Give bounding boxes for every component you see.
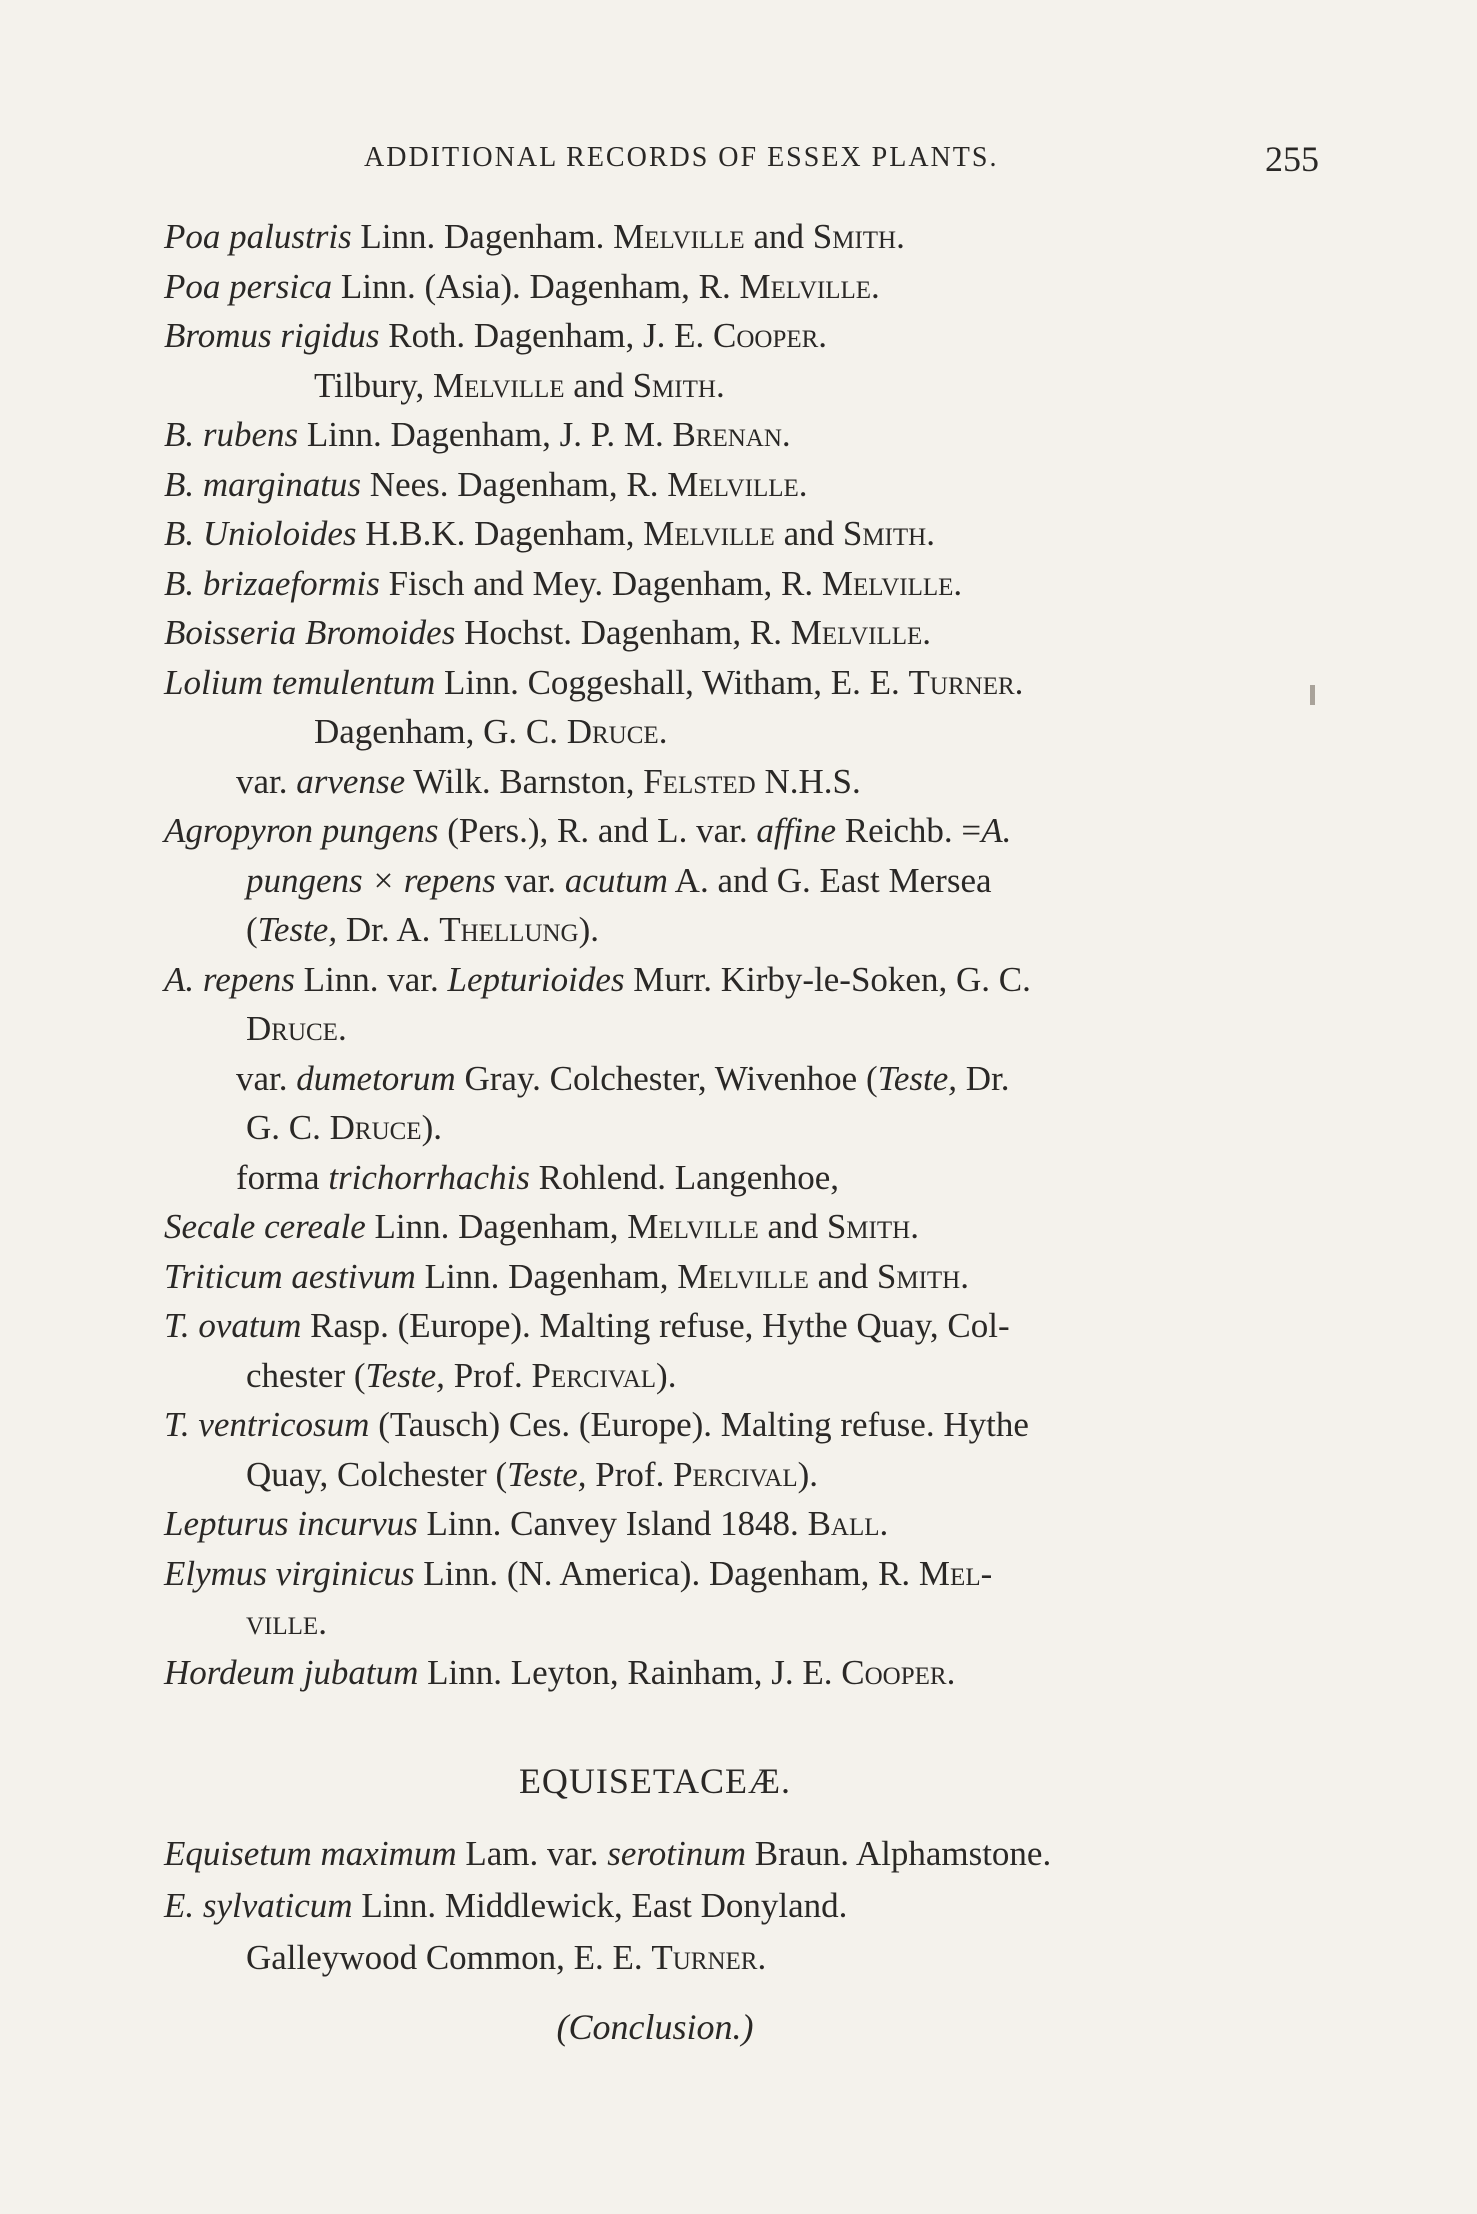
record-text: var. <box>495 860 565 900</box>
record-text: H.B.K. Dagenham, <box>356 514 644 553</box>
collector-name: Melville <box>643 514 775 553</box>
collector-name: Felsted <box>643 761 756 801</box>
record-text: Rohlend. Langenhoe, <box>529 1157 840 1197</box>
record-line <box>164 1549 1324 1599</box>
record-text: G. C. <box>246 1108 330 1147</box>
record-text: Linn. Coggeshall, Witham, E. E. <box>435 662 909 702</box>
collector-name: Melville <box>432 365 565 405</box>
collector-name: Druce <box>566 712 659 751</box>
record-line <box>164 212 1324 262</box>
scientific-name: A. repens <box>164 959 295 999</box>
record-text: Reichb. = <box>836 811 982 850</box>
record-line <box>164 1450 1324 1500</box>
collector-name: Cooper <box>712 316 819 355</box>
record-line <box>164 1598 1324 1648</box>
record-text: Rasp. (Europe). Malting refuse, Hythe Quay, Col- <box>301 1306 1010 1345</box>
record-line <box>164 1351 1324 1401</box>
scientific-name: T. ovatum <box>164 1306 302 1345</box>
record-text: chester ( <box>246 1355 366 1395</box>
record-text: . <box>926 514 935 553</box>
scientific-name: B. brizaeformis <box>164 563 380 603</box>
record-line <box>164 757 1324 807</box>
variety-name: serotinum <box>607 1834 746 1873</box>
collector-name: Smith <box>812 217 897 256</box>
record-line <box>164 1400 1324 1450</box>
collector-name: Smith <box>632 365 716 405</box>
collector-name: Melville <box>739 266 872 306</box>
scientific-name: T. ventricosum <box>164 1405 370 1444</box>
scientific-name: Lepturus incurvus <box>164 1504 418 1543</box>
record-text: Linn. Middlewick, East Donyland. <box>352 1886 848 1925</box>
plant-records-list <box>164 212 1324 1697</box>
record-line <box>164 1648 1324 1698</box>
variety-name: A. <box>981 811 1012 850</box>
collector-name: Melville <box>613 217 745 256</box>
equisetaceae-records-list <box>164 1828 1324 1984</box>
record-line <box>164 1054 1324 1104</box>
record-text: Braun. Alphamstone. <box>745 1834 1052 1873</box>
collector-name: Melville <box>677 1256 809 1296</box>
record-text: Linn. Dagenham, J. P. M. <box>298 415 673 454</box>
record-text: N.H.S. <box>755 761 861 801</box>
record-line <box>164 1252 1324 1302</box>
collector-name: Percival <box>673 1454 798 1494</box>
collector-name: Druce <box>246 1009 338 1048</box>
record-text: and <box>564 365 633 405</box>
variety-name: Teste, <box>507 1454 587 1494</box>
record-text: and <box>774 514 843 553</box>
record-text: Prof. <box>444 1355 532 1395</box>
record-text: . <box>715 365 725 405</box>
scientific-name: Lolium temulentum <box>164 662 436 702</box>
collector-name: Turner <box>651 1938 758 1977</box>
record-line <box>164 707 1324 757</box>
collector-name: Brenan <box>672 415 782 454</box>
record-text: (Tausch) Ces. (Europe). Malting refuse. Hythe <box>369 1405 1029 1444</box>
collector-name: Smith <box>842 514 927 553</box>
record-text: Linn. Dagenham, <box>365 1207 628 1246</box>
record-line <box>164 410 1324 460</box>
section-heading: EQUISETACEÆ. <box>518 1761 792 1801</box>
scientific-name: Triticum aestivum <box>164 1256 416 1296</box>
record-text: Dr. A. <box>337 910 440 949</box>
record-text: forma <box>236 1157 329 1197</box>
record-line <box>164 1828 1324 1880</box>
record-text: Prof. <box>586 1454 674 1494</box>
collector-name: Melville <box>790 613 923 652</box>
scientific-name: Hordeum jubatum <box>164 1652 419 1692</box>
record-line <box>164 608 1324 658</box>
record-text: Roth. Dagenham, J. E. <box>379 316 713 355</box>
variety-name: Teste, <box>365 1355 445 1395</box>
record-text: . <box>953 563 963 603</box>
record-text: Linn. (Asia). Dagenham, R. <box>332 266 740 306</box>
record-text: . <box>818 316 828 355</box>
collector-name: Ball <box>807 1504 880 1543</box>
collector-name: Melville <box>821 563 954 603</box>
record-text: (Pers.), R. and L. var. <box>438 811 757 850</box>
record-line <box>164 1301 1324 1351</box>
record-text: Lam. var. <box>456 1834 608 1873</box>
collector-name: Turner <box>908 662 1015 702</box>
record-text: Murr. Kirby-le-Soken, G. C. <box>624 959 1031 999</box>
record-line <box>164 955 1324 1005</box>
collector-name: Percival <box>531 1355 657 1395</box>
variety-name: dumetorum <box>296 1058 456 1098</box>
record-line <box>164 460 1324 510</box>
collector-name: Druce <box>329 1108 422 1147</box>
scientific-name: Elymus virginicus <box>164 1553 415 1593</box>
conclusion-note: (Conclusion.) <box>556 2007 754 2047</box>
record-text: var. <box>236 761 297 801</box>
record-text: ). <box>421 1108 442 1147</box>
record-text: ). <box>656 1355 677 1395</box>
record-text: . <box>781 415 791 454</box>
scientific-name: Poa persica <box>164 266 333 306</box>
record-line <box>164 311 1324 361</box>
collector-name: Cooper <box>841 1652 947 1692</box>
record-text: Tilbury, <box>314 365 433 405</box>
record-text: . <box>910 1207 919 1246</box>
scientific-name: B. marginatus <box>164 464 362 504</box>
record-text: . <box>337 1009 347 1048</box>
collector-name: ville <box>246 1603 319 1642</box>
record-line <box>164 361 1324 411</box>
record-line <box>164 1499 1324 1549</box>
record-text: Galleywood Common, E. E. <box>246 1938 652 1977</box>
record-text: . <box>658 712 668 751</box>
scientific-name: Secale cereale <box>164 1207 366 1246</box>
scientific-name: Bromus rigidus <box>164 316 380 355</box>
variety-name: trichorrhachis <box>328 1157 530 1197</box>
record-line <box>164 806 1324 856</box>
record-text: Wilk. Barnston, <box>405 761 644 801</box>
record-text: Nees. Dagenham, R. <box>361 464 668 504</box>
record-line <box>164 262 1324 312</box>
scientific-name: pungens × repens <box>246 860 496 900</box>
record-text: . <box>896 217 905 256</box>
record-line <box>164 1932 1324 1984</box>
record-text: Dr. <box>957 1058 1010 1098</box>
scientific-name: Boisseria Bromoides <box>164 613 456 652</box>
scientific-name: B. rubens <box>164 415 299 454</box>
variety-name: Lepturioides <box>447 959 625 999</box>
record-line <box>164 509 1324 559</box>
page-number: 255 <box>1265 139 1319 179</box>
record-text: . <box>798 464 808 504</box>
running-head <box>164 138 1319 188</box>
record-line <box>164 559 1324 609</box>
record-text: and <box>744 217 813 256</box>
record-text: Linn. Leyton, Rainham, J. E. <box>418 1652 842 1692</box>
scientific-name: Equisetum maximum <box>164 1834 457 1873</box>
record-text: Linn. Dagenham. <box>351 217 614 256</box>
collector-name: Smith <box>876 1256 961 1296</box>
record-text: Hochst. Dagenham, R. <box>455 613 791 652</box>
record-line <box>164 658 1324 708</box>
scientific-name: E. sylvaticum <box>164 1886 353 1925</box>
record-text: ). <box>797 1454 819 1494</box>
variety-name: affine <box>756 811 837 850</box>
collector-name: Melville <box>667 464 799 504</box>
collector-name: Melville <box>627 1207 759 1246</box>
record-text: var. <box>236 1058 297 1098</box>
scientific-name: Poa palustris <box>164 217 352 256</box>
margin-mark <box>1310 685 1315 705</box>
collector-name: Mel- <box>918 1553 993 1593</box>
record-text: Linn. var. <box>294 959 448 999</box>
record-line <box>164 1202 1324 1252</box>
record-text: . <box>879 1504 889 1543</box>
scientific-name: Agropyron pungens <box>164 811 439 850</box>
running-title: ADDITIONAL RECORDS OF ESSEX PLANTS. <box>364 142 999 173</box>
record-text: Gray. Colchester, Wivenhoe ( <box>455 1058 878 1098</box>
record-text: and <box>758 1207 827 1246</box>
record-text: and <box>808 1256 877 1296</box>
record-text: Fisch and Mey. Dagenham, R. <box>379 563 822 603</box>
record-line <box>164 1004 1324 1054</box>
record-line <box>164 856 1324 906</box>
collector-name: Smith <box>826 1207 911 1246</box>
variety-name: arvense <box>296 761 406 801</box>
record-text: Dagenham, G. C. <box>314 712 567 751</box>
record-line <box>164 1153 1324 1203</box>
record-text: Linn. Dagenham, <box>415 1256 678 1296</box>
record-text: . <box>960 1256 969 1296</box>
variety-name: Teste, <box>257 910 338 949</box>
record-text: . <box>922 613 932 652</box>
record-line <box>164 1880 1324 1932</box>
record-text: . <box>1014 662 1024 702</box>
record-text: ). <box>578 910 600 949</box>
record-text: . <box>946 1652 956 1692</box>
collector-name: Thellung <box>439 910 579 949</box>
record-text: ( <box>246 910 258 949</box>
record-text: Linn. (N. America). Dagenham, R. <box>414 1553 919 1593</box>
scientific-name: B. Unioloides <box>164 514 357 553</box>
record-text: A. and G. East Mersea <box>667 860 992 900</box>
record-text: . <box>318 1603 327 1642</box>
record-line <box>164 1103 1324 1153</box>
record-text: . <box>871 266 880 306</box>
variety-name: Teste, <box>877 1058 958 1098</box>
variety-name: acutum <box>564 860 668 900</box>
record-text: . <box>757 1938 767 1977</box>
record-text: Quay, Colchester ( <box>246 1454 508 1494</box>
record-text: Linn. Canvey Island 1848. <box>417 1504 808 1543</box>
record-line <box>164 905 1324 955</box>
